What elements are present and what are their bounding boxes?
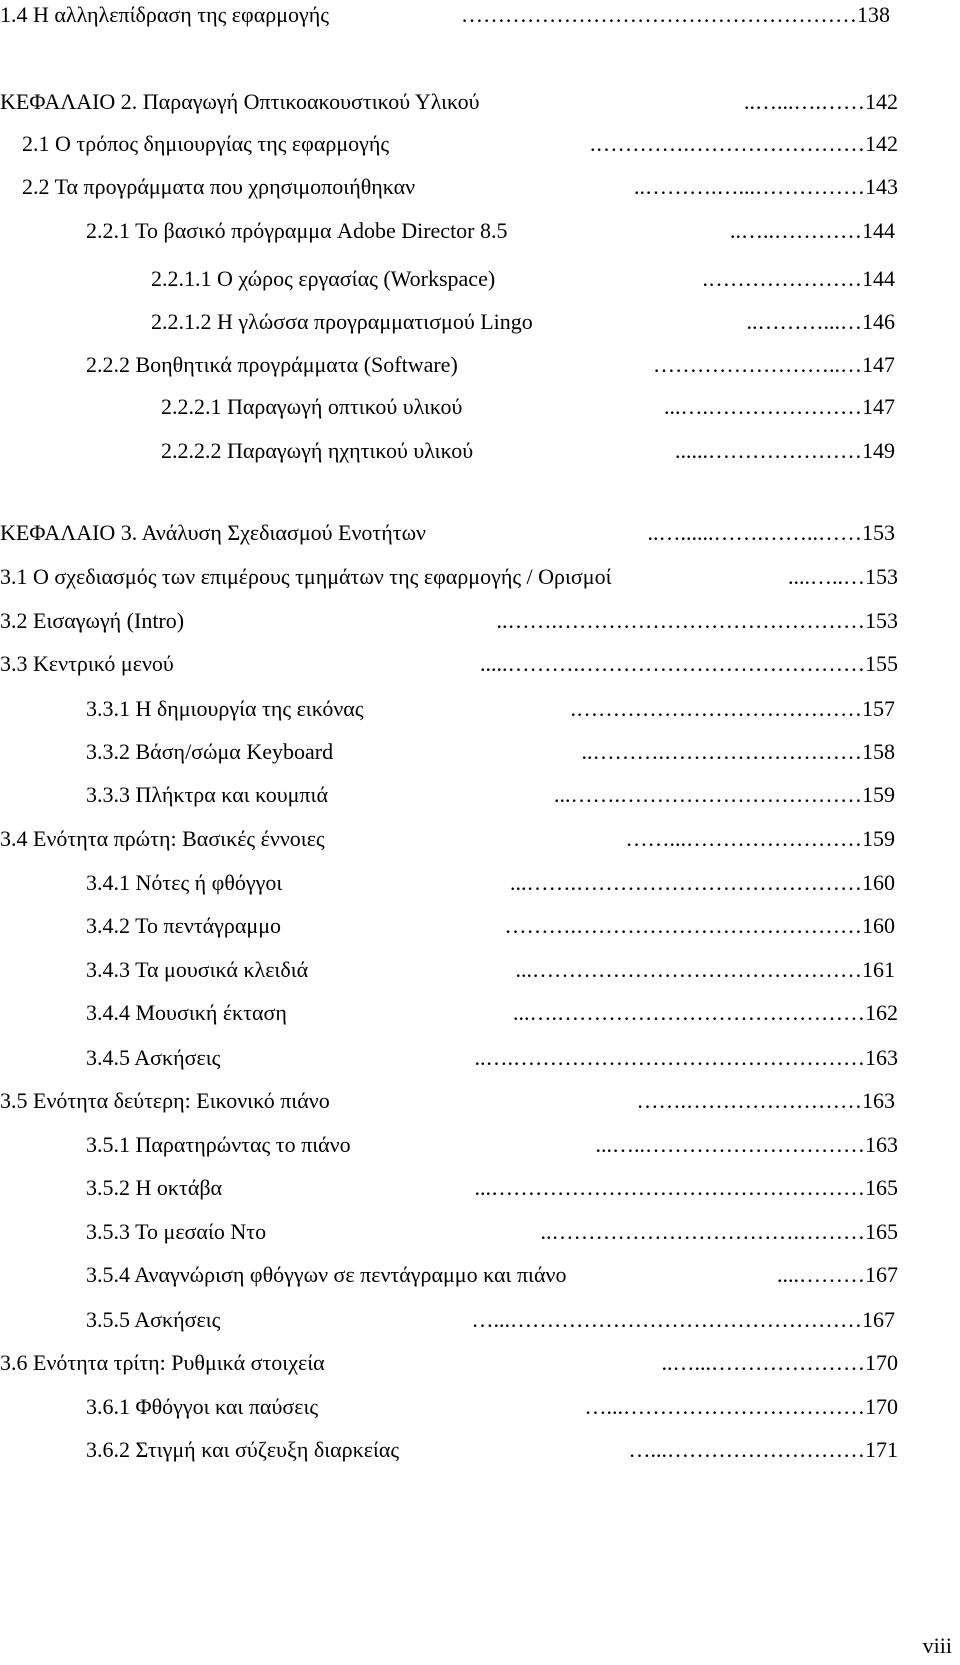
toc-entry-leader: …….…...….. [744,89,865,114]
toc-entry-page: 153 [865,564,898,589]
toc-entry-page: 158 [862,739,895,764]
toc-entry-title: 3.5.5 Ασκήσεις [86,1307,221,1332]
toc-entry[interactable] [151,264,895,294]
toc-entry-leader: …..….... [788,564,865,589]
toc-entry[interactable] [86,1435,898,1465]
toc-entry[interactable] [86,1217,898,1247]
toc-entry-leader: ……………………………...… [584,1394,865,1419]
toc-entry-title: 3.3.2 Βάση/σώμα Keyboard [86,739,334,764]
toc-entry-page: 167 [865,1262,898,1287]
toc-entry-page: 144 [862,266,895,291]
toc-entry[interactable] [0,1086,895,1116]
toc-entry-title: 3.4.3 Τα μουσικά κλειδιά [86,957,309,982]
toc-entry-leader: ………………………………………... [515,957,862,982]
toc-entry-page: 142 [865,131,898,156]
toc-entry[interactable] [0,562,898,592]
toc-entry-leader: …..…………………… [653,352,862,377]
toc-entry-leader: …………………………………….…….. [496,608,865,633]
toc-entry-leader: …………..….. [730,218,862,243]
toc-entry-title: ΚΕΦΑΛΑΙΟ 3. Ανάλυση Σχεδιασμού Ενοτήτων [0,520,427,545]
toc-entry-page: 165 [865,1219,898,1244]
toc-entry-title: 3.6 Ενότητα τρίτη: Ρυθμικά στοιχεία [0,1350,325,1375]
toc-entry-leader: ………………………...… [628,1437,865,1462]
toc-entry-page: 153 [865,608,898,633]
toc-entry-page: 157 [862,696,895,721]
toc-entry-leader: …………………………………….…... [513,1000,865,1025]
toc-entry-page: 167 [862,1307,895,1332]
toc-entry[interactable] [86,911,895,941]
toc-entry-leader: …………………….…………. [590,131,865,156]
toc-entry-leader: …………………………..…... [595,1132,865,1157]
toc-entry[interactable] [161,436,895,466]
toc-entry[interactable] [86,955,895,985]
toc-entry-page: 165 [865,1175,898,1200]
toc-entry[interactable] [0,606,898,636]
toc-entry-leader: ………………….…... [664,394,862,419]
toc-entry[interactable] [0,87,898,117]
toc-entry-leader: ……………………...…… [625,826,862,851]
toc-entry-leader: …………………………….……... [554,782,862,807]
toc-entry[interactable] [86,868,895,898]
toc-entry-title: 1.4 Η αλληλεπίδραση της εφαρμογής [0,2,329,27]
toc-entry-title: 2.2.2.1 Παραγωγή οπτικού υλικού [161,394,463,419]
toc-entry-page: 149 [862,438,895,463]
toc-entry-leader: ………………………………….……... [510,870,862,895]
toc-entry[interactable] [0,649,898,679]
toc-entry-page: 144 [862,218,895,243]
toc-entry-title: 3.4 Ενότητα πρώτη: Βασικές έννοιες [0,826,325,851]
toc-entry-page: 170 [865,1394,898,1419]
toc-entry-title: 3.4.1 Νότες ή φθόγγοι [86,870,283,895]
toc-entry-leader: ……………………….……….. [581,739,862,764]
toc-entry-page: 159 [862,826,895,851]
toc-entry[interactable] [0,0,890,30]
toc-entry-title: 3.1 Ο σχεδιασμός των επιμέρους τμημάτων της εφαρμογής / Ορισμοί [0,564,612,589]
toc-entry[interactable] [86,998,898,1028]
toc-entry-title: 3.4.4 Μουσική έκταση [86,1000,287,1025]
toc-entry[interactable] [86,1043,898,1073]
toc-entry-leader: …………………………………………...… [471,1307,862,1332]
toc-entry-page: 143 [865,174,898,199]
toc-entry-title: 3.6.2 Στιγμή και σύζευξη διαρκείας [86,1437,400,1462]
toc-entry-page: 163 [865,1132,898,1157]
toc-entry-title: 2.1 Ο τρόπος δημιουργίας της εφαρμογής [22,131,390,156]
toc-entry[interactable] [0,518,895,548]
toc-entry[interactable] [86,780,895,810]
toc-entry-page: 153 [862,520,895,545]
toc-entry-page: 163 [862,1088,895,1113]
toc-entry-leader: ………………………………………….….. [474,1045,865,1070]
toc-entry-leader: …………………...... [675,438,862,463]
toc-entry[interactable] [161,392,895,422]
toc-entry-page: 162 [865,1000,898,1025]
toc-entry-leader: …………………...….. [661,1350,865,1375]
toc-entry-page: 155 [865,651,898,676]
toc-entry[interactable] [22,172,898,202]
toc-entry-page: 147 [862,394,895,419]
toc-entry-title: 3.6.1 Φθόγγοι και παύσεις [86,1394,319,1419]
toc-entry-page: 146 [862,309,895,334]
toc-entry-title: 2.2.2.2 Παραγωγή ηχητικού υλικού [161,438,474,463]
toc-entry[interactable] [86,1260,898,1290]
toc-entry-title: 3.4.5 Ασκήσεις [86,1045,221,1070]
toc-entry-page: 170 [865,1350,898,1375]
toc-entry-leader: ……………………………………………... [474,1175,865,1200]
toc-entry-leader: …………………………………. [570,696,862,721]
toc-entry-leader: ………………………………….……… [504,913,862,938]
toc-entry-page: 142 [865,89,898,114]
toc-entry-title: 2.2.2 Βοηθητικά προγράμματα (Software) [86,352,458,377]
toc-entry-title: 2.2 Τα προγράμματα που χρησιμοποιήθηκαν [22,174,416,199]
toc-entry[interactable] [86,1305,895,1335]
toc-entry-leader: ………………………………….………..... [480,651,865,676]
toc-entry-title: 3.3.3 Πλήκτρα και κουμπιά [86,782,328,807]
toc-entry-title: 3.3.1 Η δημιουργία της εικόνας [86,696,364,721]
toc-entry-title: 3.2 Εισαγωγή (Intro) [0,608,185,633]
toc-entry-page: 171 [865,1437,898,1462]
toc-entry-page: 160 [862,913,895,938]
toc-entry-title: 3.4.2 Το πεντάγραμμο [86,913,282,938]
toc-entry-page: 147 [862,352,895,377]
toc-entry-leader: ……..…….……......….. [647,520,862,545]
toc-entry[interactable] [86,694,895,724]
toc-entry-leader: …………………. [702,266,862,291]
toc-entry-title: ΚΕΦΑΛΑΙΟ 2. Παραγωγή Οπτικοακουστικού Υλικού [0,89,480,114]
toc-entry-title: 3.5.1 Παρατηρώντας το πιάνο [86,1132,351,1157]
toc-entry[interactable] [86,1392,898,1422]
toc-entry-leader: ……….…………………………….. [540,1219,865,1244]
toc-entry[interactable] [86,737,895,767]
toc-entry-page: 163 [865,1045,898,1070]
toc-entry-leader: ……………...….……….. [634,174,865,199]
toc-entry[interactable] [0,1348,898,1378]
toc-entry[interactable] [22,129,898,159]
toc-entry[interactable] [86,1173,898,1203]
page-number: viii [922,1633,952,1658]
toc-entry-title: 3.5 Ενότητα δεύτερη: Εικονικό πιάνο [0,1088,330,1113]
toc-entry-title: 3.3 Κεντρικό μενού [0,651,174,676]
toc-entry-title: 3.5.3 Το μεσαίο Ντο [86,1219,267,1244]
toc-entry[interactable] [86,1130,898,1160]
toc-entry-leader: ……….... [777,1262,865,1287]
toc-entry-leader: …...……….. [746,309,862,334]
toc-entry[interactable] [86,216,895,246]
toc-entry-page: 161 [862,957,895,982]
toc-entry-title: 2.2.1.2 Η γλώσσα προγραμματισμού Lingo [151,309,533,334]
toc-entry-page: 159 [862,782,895,807]
toc-entry-leader: …………………….…… [636,1088,862,1113]
toc-entry-title: 2.2.1.1 Ο χώρος εργασίας (Workspace) [151,266,496,291]
toc-entry-page: 160 [862,870,895,895]
toc-entry[interactable] [86,350,895,380]
toc-entry-leader: ……………………………………………… [461,2,857,27]
toc-entry-title: 3.5.4 Αναγνώριση φθόγγων σε πεντάγραμμο και πιάνο [86,1262,567,1287]
toc-entry-title: 3.5.2 Η οκτάβα [86,1175,223,1200]
toc-entry[interactable] [0,824,895,854]
toc-entry[interactable] [151,307,895,337]
toc-entry-page: 138 [857,2,890,27]
toc-entry-title: 2.2.1 Το βασικό πρόγραμμα Adobe Director 8.5 [86,218,508,243]
